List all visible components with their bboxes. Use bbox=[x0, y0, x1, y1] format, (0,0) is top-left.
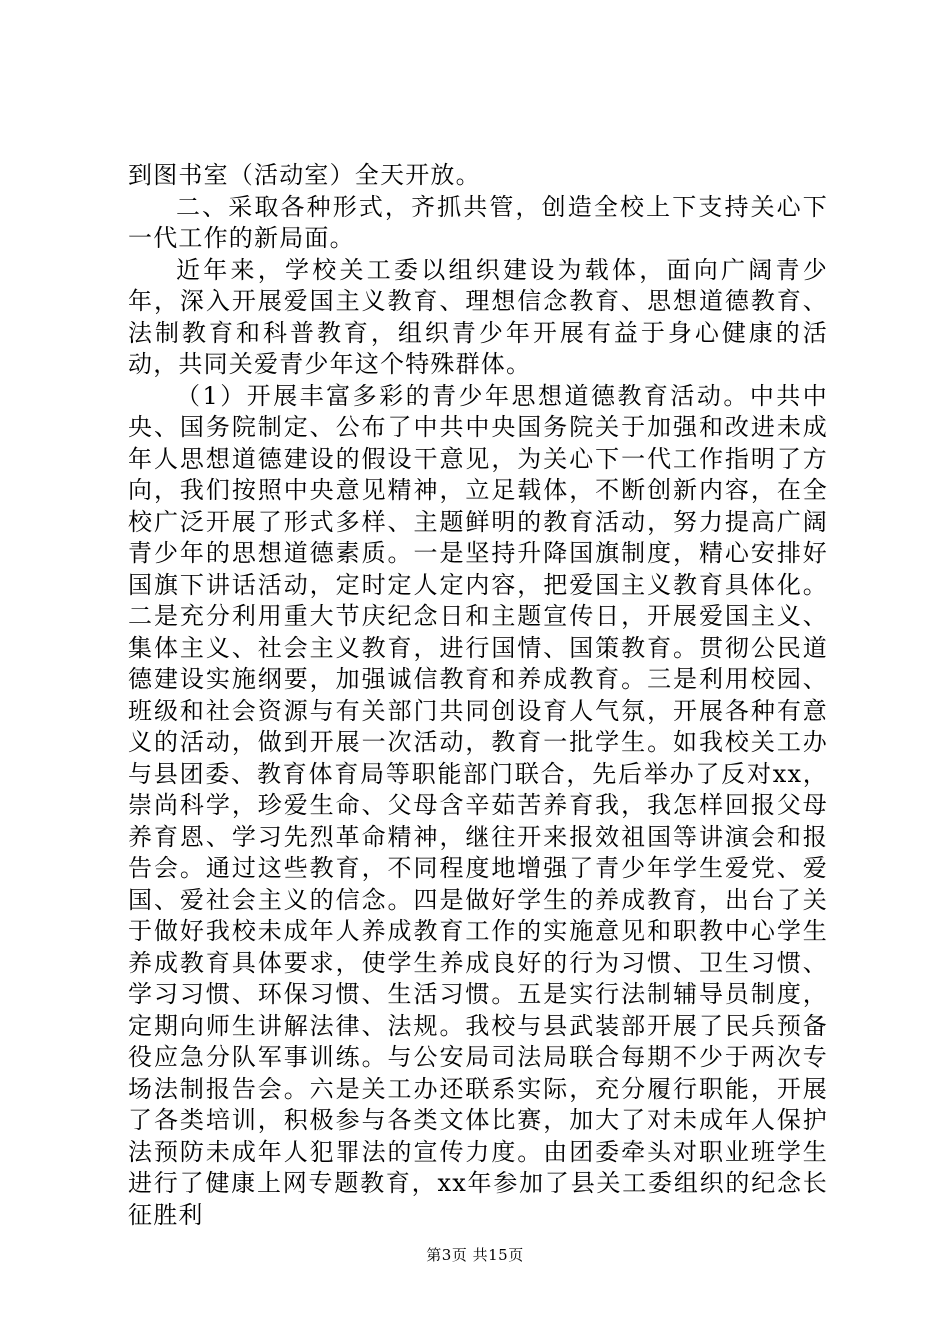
section-heading-two: 二、采取各种形式，齐抓共管，创造全校上下支持关心下一代工作的新局面。 bbox=[128, 192, 828, 252]
page-footer: 第3页 共15页 bbox=[426, 1246, 524, 1264]
paragraph-moral-education: （1）开展丰富多彩的青少年思想道德教育活动。中共中央、国务院制定、公布了中共中央国务院关于加强和改进未成年人思想道德建设的假设干意见，为关心下一代工作指明了方向，我们按照中央意见精神，立足载体，不断创新内容，在全校广泛开展了形式多样、主题鲜明的教育活动，努力提高广阔青少年的思想道德素质。一是坚持升降国旗制度，精心安排好国旗下讲话活动，定时定人定内容，把爱国主义教育具体化。二是充分利用重大节庆纪念日和主题宣传日，开展爱国主义、集体主义、社会主义教育，进行国情、国策教育。贯彻公民道德建设实施纲要，加强诚信教育和养成教育。三是利用校园、班级和社会资源与有关部门共同创设育人气氛，开展各种有意义的活动，做到开展一次活动，教育一批学生。如我校关工办与县团委、教育体育局等职能部门联合，先后举办了反对xx，崇尚科学，珍爱生命、父母含辛茹苦养育我，我怎样回报父母养育恩、学习先烈革命精神，继往开来报效祖国等讲演会和报告会。通过这些教育，不同程度地增强了青少年学生爱党、爱国、爱社会主义的信念。四是做好学生的养成教育，出台了关于做好我校未成年人养成教育工作的实施意见和职教中心学生养成教育具体要求，使学生养成良好的行为习惯、卫生习惯、学习习惯、环保习惯、生活习惯。五是实行法制辅导员制度，定期向师生讲解法律、法规。我校与县武装部开展了民兵预备役应急分队军事训练。与公安局司法局联合每期不少于两次专场法制报告会。六是关工办还联系实际，充分履行职能，开展了各类培训，积极参与各类文体比赛，加大了对未成年人保护法预防未成年人犯罪法的宣传力度。由团委牵头对职业班学生进行了健康上网专题教育，xx年参加了县关工委组织的纪念长征胜利 bbox=[128, 381, 828, 1229]
paragraph-continued: 到图书室（活动室）全天开放。 bbox=[128, 161, 481, 189]
paragraph-intro: 近年来，学校关工委以组织建设为载体，面向广阔青少年，深入开展爱国主义教育、理想信念教育、思想道德教育、法制教育和科普教育，组织青少年开展有益于身心健康的活动，共同关爱青少年这个特殊群体。 bbox=[128, 255, 828, 378]
body-text bbox=[128, 160, 828, 1231]
